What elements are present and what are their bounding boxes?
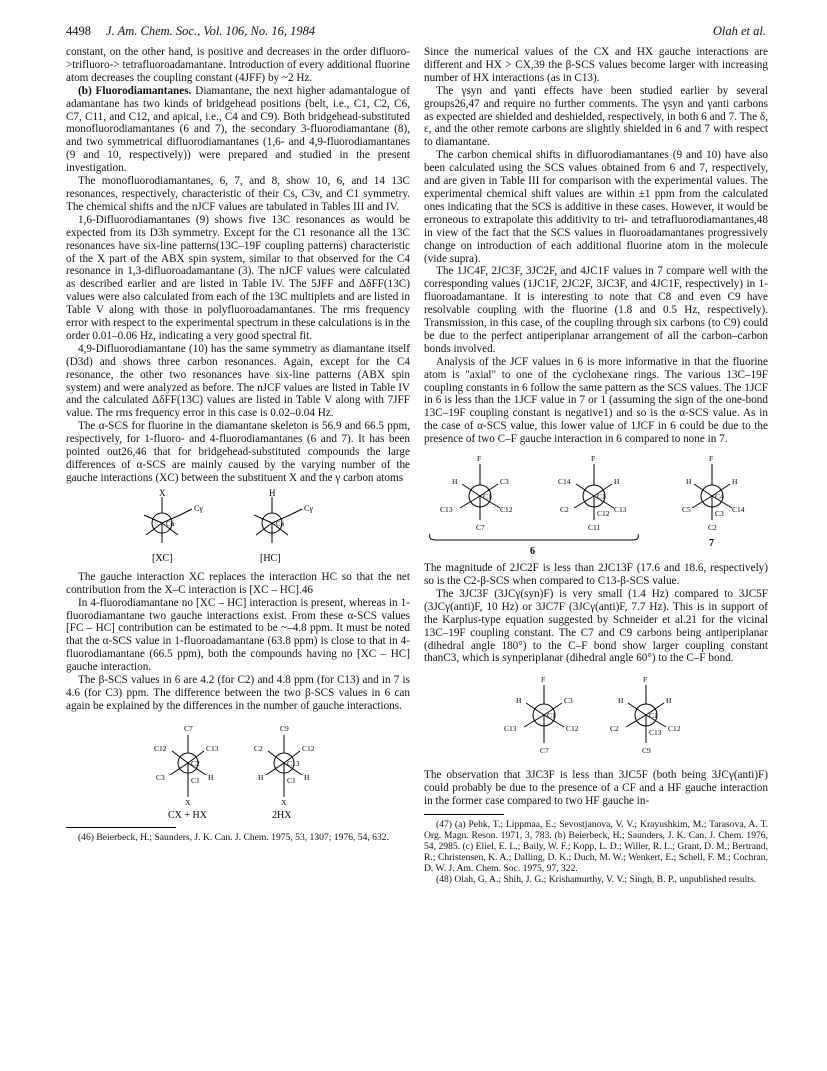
svg-text:H: H bbox=[452, 477, 458, 487]
svg-text:F: F bbox=[591, 454, 596, 464]
svg-text:C1: C1 bbox=[597, 492, 606, 502]
svg-text:F: F bbox=[477, 454, 482, 464]
footnote-divider bbox=[424, 814, 504, 815]
svg-text:Cγ: Cγ bbox=[194, 503, 203, 513]
svg-text:C11: C11 bbox=[588, 523, 601, 533]
svg-text:C12: C12 bbox=[154, 743, 167, 753]
paragraph-text: Diamantane, the next higher adamantalogue of adamantane has two kinds of bridgehead positions (belt, i.e., C1, C2, C6, C7, C11, and C12, and apical, i.e., C4 and C9). Both bridgehead-substituted monofluorodiamantanes (6 and 7), the secondary 3-fluorodiamantane (8), and two symmetrical difluorodiamantanes (1,6- and 4,9-fluorodiamantanes (9 and 10, respectively)) were prepared and studied in the present investigation. bbox=[66, 84, 410, 175]
compound-label: 6 bbox=[530, 546, 535, 558]
newman-figure-c3-c5 bbox=[446, 669, 746, 765]
svg-text:C12: C12 bbox=[500, 505, 513, 515]
svg-text:C12: C12 bbox=[566, 724, 579, 734]
footnote: (46) Beierbeck, H.; Saunders, J. K. Can. J. Chem. 1975, 53, 1307; 1976, 54, 632. bbox=[78, 831, 389, 843]
paragraph: 1,6-Difluorodiamantanes (9) shows five 13C resonances as would be expected from its D3h symmetry. Except for the C1 resonance all the 13C resonances have six-line patterns(13C–19F coupling patterns) characteristic of the X part of the ABX spin system, similar to that observed for the C4 resonance in 1,3-difluoroadamantane (3). The nJCF values were calculated as described earlier and are listed in Table IV. The 5JFF and ΔδFF(13C) values were also calculated from each of the 13C multiplets and are listed in Table V along with those in polyfluoroadamantanes. The rms frequency error with respect to the experimental spectrum in these calculations is in the order 0.01–0.06 Hz, indicating a very good spectral fit. bbox=[66, 213, 410, 342]
paragraph: 4,9-Difluorodiamantane (10) has the same symmetry as diamantane itself (D3d) and shows three carbon resonances. Again, except for the C4 resonance, the other two resonances have six-line patterns (ABX spin system) and were analyzed as before. The nJCF values are listed in Table IV and the calculated ΔδFF(13C) values are listed in Table V along with 7JFF value. The rms frequency error in this case is 0.02–0.04 Hz. bbox=[66, 342, 410, 420]
svg-text:H: H bbox=[666, 696, 672, 706]
svg-text:C9: C9 bbox=[280, 723, 289, 733]
paragraph: The β-SCS values in 6 are 4.2 (for C2) and 4.8 ppm (for C13) and in 7 is 4.6 (for C3) ppm. The difference between the two β-SCS values in 6 can again be explained by the differences in the number of gauche interactions. bbox=[66, 674, 410, 712]
paragraph: The observation that 3JC3F is less than 3JC5F (both being 3JCγ(anti)F) could probably be due to the presence of a CF and a HF gauche interaction in the former case compared to two HF gauche in- bbox=[424, 769, 768, 808]
svg-text:H: H bbox=[618, 696, 624, 706]
svg-text:H: H bbox=[208, 772, 214, 782]
svg-text:C5: C5 bbox=[682, 505, 691, 515]
svg-text:Cα: Cα bbox=[276, 519, 285, 528]
footnote: (48) Olah, G. A.; Shih, J. G.; Krishamurthy, V. V.; Singh, B. P., unpublished results. bbox=[436, 874, 757, 886]
paragraph: In 4-fluorodiamantane no [XC – HC] interaction is present, whereas in 1-fluorodiamantane two gauche interactions exist. From these α-SCS values [FC – HC] contribution can be estimated to be ~–4.8 ppm. It must be noted that the α-SCS value in 1-fluoroadamantane (63.8 ppm) is close to that in 4-fluorodiamantane (66.5 ppm), both the compounds having no [XC – HC] gauche interaction. bbox=[66, 596, 410, 674]
svg-text:C7: C7 bbox=[476, 523, 485, 533]
paragraph: The gauche interaction XC replaces the interaction HC so that the net contribution from the X–C interaction is [XC – HC].46 bbox=[66, 570, 410, 596]
svg-text:C7: C7 bbox=[540, 746, 549, 756]
svg-text:F: F bbox=[541, 675, 546, 685]
right-column bbox=[424, 46, 768, 885]
svg-text:H: H bbox=[258, 772, 264, 782]
svg-text:H: H bbox=[686, 477, 692, 487]
svg-text:X: X bbox=[159, 488, 166, 498]
svg-text:C14: C14 bbox=[558, 477, 571, 487]
paragraph: The magnitude of 2JC2F is less than 2JC13F (17.6 and 18.6, respectively) so is the C2-β-SCS when compared to C13-β-SCS value. bbox=[424, 562, 768, 587]
svg-text:H: H bbox=[614, 477, 620, 487]
svg-text:C1: C1 bbox=[191, 775, 200, 785]
svg-text:H: H bbox=[516, 696, 522, 706]
svg-text:C12: C12 bbox=[668, 724, 681, 734]
svg-text:X: X bbox=[281, 797, 287, 807]
svg-text:C2: C2 bbox=[191, 758, 200, 768]
running-authors: Olah et al. bbox=[712, 24, 766, 38]
svg-text:C13: C13 bbox=[206, 743, 219, 753]
svg-text:C14: C14 bbox=[732, 505, 745, 515]
newman-figure-cx-hx bbox=[88, 717, 388, 821]
compound-label: 7 bbox=[709, 538, 714, 550]
svg-text:C1: C1 bbox=[287, 775, 296, 785]
svg-text:C3: C3 bbox=[564, 696, 573, 706]
svg-text:H: H bbox=[304, 772, 310, 782]
svg-text:C9: C9 bbox=[642, 746, 651, 756]
svg-text:C4: C4 bbox=[715, 492, 724, 502]
newman-figure-6-7 bbox=[424, 450, 768, 558]
figure-label: [HC] bbox=[260, 552, 281, 564]
figure-label: 2HX bbox=[272, 809, 292, 821]
figure-label: CX + HX bbox=[168, 809, 207, 821]
page-number: 4498 bbox=[66, 24, 91, 38]
left-column bbox=[66, 46, 410, 843]
svg-text:C12: C12 bbox=[302, 743, 315, 753]
section-paragraph bbox=[66, 85, 410, 175]
svg-text:C3: C3 bbox=[156, 772, 165, 782]
svg-text:C2: C2 bbox=[254, 743, 263, 753]
footnote: (47) (a) Pehk, T.; Lippmaa, E.; Sevostjanova, V. V.; Krayushkim, M.; Tarasova, A. T. Org. Magn. Reson. 1971, 3, 783. (b) Beierbeck, H.; Saunders, J. K. Can. J. Chem. 1976, 54, 2985. (c) Eliel, E. L.; Baily, W. F.; Kopp, L. D.; Willer, R. L.; Grant, D. M.; Bertrand, R.; Christensen, K. A.; Dalling, D. K.; Duch, M. W.; Wenkert, E.; Schell, F. M.; Cochran, D. W. J. Am. Chem. Soc. 1975, 97, 322. bbox=[424, 819, 768, 875]
svg-text:F: F bbox=[643, 675, 648, 685]
svg-text:Cα: Cα bbox=[166, 519, 175, 528]
svg-text:Cγ: Cγ bbox=[304, 503, 313, 513]
svg-text:C7: C7 bbox=[184, 723, 193, 733]
svg-text:C2: C2 bbox=[708, 523, 717, 533]
svg-text:C13: C13 bbox=[649, 728, 662, 738]
svg-text:C13: C13 bbox=[504, 724, 517, 734]
paragraph: Since the numerical values of the CX and HX gauche interactions are different and HX > CX,39 the β-SCS values become larger with increasing number of HX interactions (as in C13). bbox=[424, 46, 768, 84]
svg-text:C1: C1 bbox=[483, 492, 492, 502]
svg-text:C3: C3 bbox=[500, 477, 509, 487]
svg-text:C3: C3 bbox=[715, 509, 724, 519]
svg-text:H: H bbox=[732, 477, 738, 487]
svg-text:C2: C2 bbox=[560, 505, 569, 515]
svg-text:C2: C2 bbox=[610, 724, 619, 734]
paragraph: The α-SCS for fluorine in the diamantane skeleton is 56.9 and 66.5 ppm, respectively, for 1-fluoro- and 4-fluorodiamantanes (6 and 7). It has been pointed out26,46 that for bridgehead-substituted compounds the large differences of α-SCS are mainly caused by the varying number of the gauche interactions (XC) between the substituent X and the γ carbon atoms bbox=[66, 420, 410, 484]
newman-figure-xc-hc bbox=[88, 489, 388, 567]
paragraph: The 1JC4F, 2JC3F, 3JC2F, and 4JC1F values in 7 compare well with the corresponding values (1JC1F, 2JC2F, 3JC3F, and 4JC1F, respectively) in 1-fluoroadamantane. It is interesting to note that C8 and even C9 have resolvable coupling with the fluorine (1.8 and 0.5 Hz, respectively). Transmission, in this case, of the coupling through six carbons (to C9) could be due to the perfect antiperiplanar arrangement of all the carbon–carbon bonds involved. bbox=[424, 265, 768, 355]
svg-text:X: X bbox=[185, 797, 191, 807]
svg-text:C13: C13 bbox=[440, 505, 453, 515]
paragraph: The carbon chemical shifts in difluorodiamantanes (9 and 10) have also been calculated using the SCS values obtained from 6 and 7, respectively, and are given in Table III for comparison with the experimental values. The experimental chemical shift values are within ±1 ppm from the calculated ones indicating that the SCS is additive in these cases. However, it would be erroneous to extrapolate this additivity to tri- and tetrafluorodiamantanes,48 in view of the fact that the SCS values in fluoroadamantanes progressively change on introduction of each additional fluorine atom in the molecule (vide supra). bbox=[424, 149, 768, 265]
figure-label: [XC] bbox=[152, 552, 173, 564]
paragraph: constant, on the other hand, is positive and decreases in the order difluoro- >trifluoro-> tetrafluoroadamantane. Introduction of every additional fluorine atom decreases the coupling constant (4JFF) by ~2 Hz. bbox=[66, 46, 410, 84]
paragraph: The 3JC3F (3JCγ(syn)F) is very small (1.4 Hz) compared to 3JC5F (3JCγ(anti)F, 10 Hz) or 3JC7F (3JCγ(anti)F, 7.7 Hz). This is in support of the Karplus-type equation suggested by Schneider et al.21 for the vicinal 13C–19F coupling constant. The C7 and C9 carbons being antiperiplanar (dihedral angle 180°) to the C–F bond show larger coupling constant thanC3, which is synperiplanar (dihedral angle 60°) to the C–F bond. bbox=[424, 587, 768, 665]
svg-text:C13: C13 bbox=[287, 758, 300, 768]
svg-text:F: F bbox=[709, 454, 714, 464]
svg-text:C12: C12 bbox=[597, 509, 610, 519]
svg-text:C1: C1 bbox=[649, 711, 658, 721]
paragraph: Analysis of the JCF values in 6 is more informative in that the fluorine atom is "axial" to one of the cyclohexane rings. The various 13C–19F coupling constants in 6 follow the same pattern as the SCS values. The 1JCF in 6 is less than the 1JCF value in 7 or 1 (assuming the sign of the one-bond 13C–19F coupling constant is negative1) and so is the α-SCS value. As in the case of α-SCS value, this lower value of 1JCF in 6 could be due to the presence of two C–F gauche interaction in 6 compared to none in 7. bbox=[424, 355, 768, 446]
svg-text:C1: C1 bbox=[547, 711, 556, 721]
svg-text:H: H bbox=[269, 488, 276, 498]
footnote-divider bbox=[66, 827, 176, 828]
paragraph: The monofluorodiamantanes, 6, 7, and 8, show 10, 6, and 14 13C resonances, respectively, characteristic of their Cs, C3v, and C1 symmetry. The chemical shifts and the nJCF values are tabulated in Tables III and IV. bbox=[66, 175, 410, 213]
paragraph: The γsyn and γanti effects have been studied earlier by several groups26,47 and require no further comments. The γsyn and γanti carbons as expected are shielded and deshielded, respectively, in both 6 and 7. The δ, ε, and the other remote carbons are slightly shielded in 6 and 7 with respect to diamantane. bbox=[424, 84, 768, 149]
journal-citation: J. Am. Chem. Soc., Vol. 106, No. 16, 1984 bbox=[106, 24, 316, 38]
section-heading: (b) Fluorodiamantanes. bbox=[78, 84, 192, 97]
svg-text:C13: C13 bbox=[614, 505, 627, 515]
